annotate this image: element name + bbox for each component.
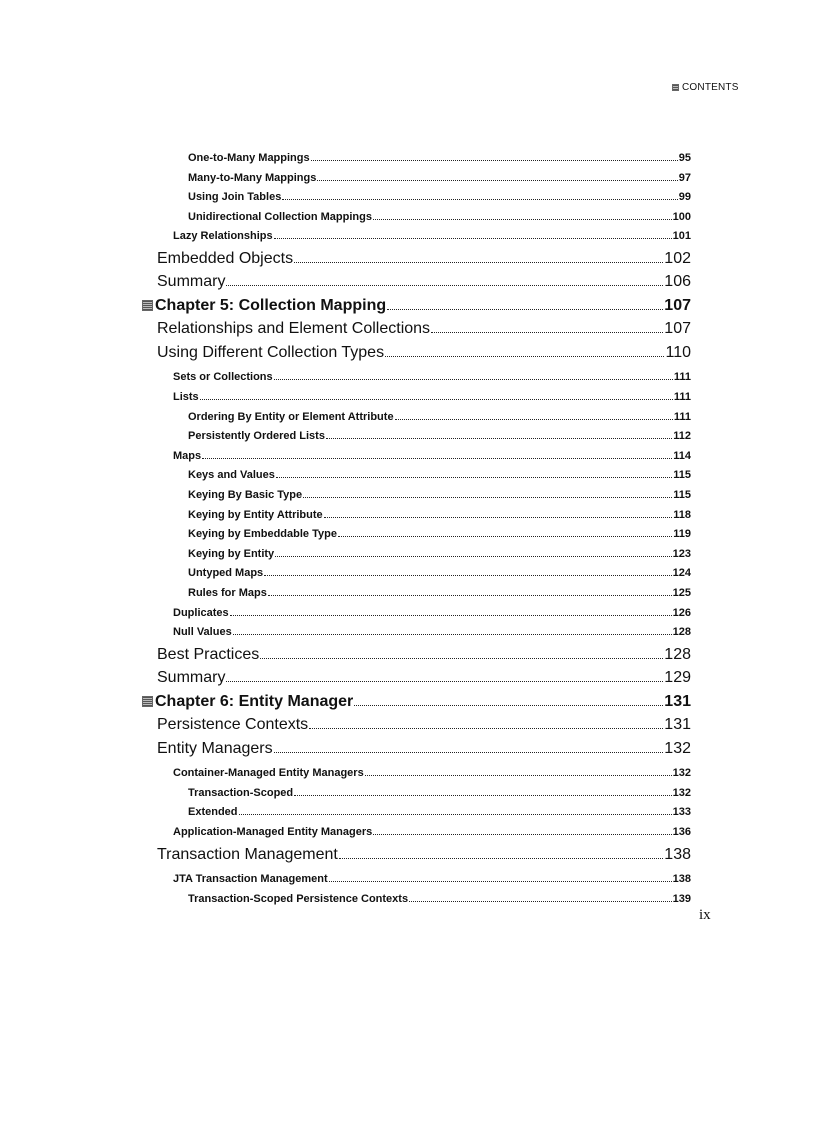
toc-entry-page: 115 — [673, 469, 691, 482]
leader-dots — [274, 231, 672, 240]
toc-entry[interactable] — [173, 391, 691, 403]
toc-entry-page: 131 — [664, 716, 691, 734]
toc-entry-page: 107 — [664, 296, 691, 314]
toc-entry-title: Using Different Collection Types — [157, 343, 385, 361]
leader-dots — [260, 647, 663, 659]
toc-entry-title: Unidirectional Collection Mappings — [188, 210, 372, 223]
toc-entry-title: Sets or Collections — [173, 371, 273, 384]
toc-entry[interactable] — [157, 716, 691, 734]
leader-dots — [309, 717, 663, 729]
leader-dots — [274, 372, 673, 381]
toc-entry-page: 138 — [664, 845, 691, 863]
toc-entry-page: 106 — [664, 273, 691, 291]
toc-entry-title: Lists — [173, 391, 199, 403]
toc-entry-page: 100 — [672, 210, 691, 223]
toc-entry-page: 133 — [672, 806, 691, 819]
toc-entry[interactable] — [157, 250, 691, 268]
toc-entry[interactable] — [157, 273, 691, 291]
leader-dots — [239, 807, 672, 816]
toc-entry-title: Keys and Values — [188, 469, 275, 482]
toc-entry-page: 111 — [673, 391, 691, 403]
page-number: ix — [699, 907, 711, 923]
leader-dots — [431, 321, 663, 333]
toc-entry-title: Container-Managed Entity Managers — [173, 767, 364, 780]
toc-entry-title: JTA Transaction Management — [173, 873, 328, 885]
toc-entry[interactable] — [188, 172, 691, 184]
leader-dots — [264, 568, 671, 577]
toc-entry[interactable] — [188, 567, 691, 579]
toc-entry-page: 119 — [673, 528, 691, 541]
toc-entry-title: Persistently Ordered Lists — [188, 430, 325, 443]
leader-dots — [282, 192, 677, 201]
leader-dots — [365, 768, 672, 777]
toc-entry-title: Best Practices — [157, 645, 260, 663]
toc-entry-page: 131 — [664, 692, 691, 710]
toc-entry-page: 112 — [673, 430, 691, 443]
toc-entry[interactable] — [188, 489, 691, 501]
toc-entry-page: 124 — [672, 567, 691, 580]
leader-dots — [233, 627, 672, 636]
toc-entry-page: 132 — [664, 739, 691, 757]
toc-chapter-entry[interactable] — [142, 297, 691, 315]
toc-entry[interactable] — [188, 806, 691, 818]
toc-entry-page: 115 — [673, 489, 691, 501]
leader-dots — [202, 450, 672, 459]
toc-entry[interactable] — [188, 893, 691, 905]
toc-entry-page: 128 — [664, 645, 691, 663]
toc-entry-title: Keying by Embeddable Type — [188, 528, 337, 541]
toc-entry[interactable] — [173, 826, 691, 838]
toc-entry-title: Transaction-Scoped Persistence Contexts — [188, 892, 409, 905]
toc-entry-title: Rules for Maps — [188, 587, 267, 599]
leader-dots — [373, 826, 671, 835]
toc-entry-title: Keying by Entity — [188, 547, 275, 560]
leader-dots — [339, 846, 663, 858]
leader-dots — [354, 694, 663, 706]
leader-dots — [329, 873, 672, 882]
toc-entry[interactable] — [157, 846, 691, 864]
toc-entry-title: Embedded Objects — [157, 249, 294, 267]
toc-entry[interactable] — [173, 626, 691, 638]
toc-entry-page: 138 — [672, 873, 691, 885]
toc-entry-title: Summary — [157, 273, 226, 291]
toc-entry[interactable] — [188, 191, 691, 203]
toc-entry-page: 129 — [664, 669, 691, 687]
toc-entry-title: Many-to-Many Mappings — [188, 171, 317, 184]
toc-entry-title: Summary — [157, 669, 226, 687]
toc-entry-title: Application-Managed Entity Managers — [173, 826, 373, 838]
running-head — [672, 82, 739, 93]
toc-entry-page: 123 — [672, 547, 691, 560]
toc-entry-title: Chapter 5: Collection Mapping — [155, 296, 387, 314]
toc-entry-title: Chapter 6: Entity Manager — [155, 692, 354, 710]
toc-entry-title: Maps — [173, 449, 202, 462]
toc-entry-title: Using Join Tables — [188, 191, 282, 204]
toc-entry-page: 139 — [672, 892, 691, 905]
leader-dots — [373, 211, 672, 220]
toc-entry-title: Lazy Relationships — [173, 230, 273, 243]
leader-dots — [226, 670, 663, 682]
toc-entry-title: Entity Managers — [157, 739, 273, 757]
toc-entry[interactable] — [173, 450, 691, 462]
toc-entry-title: Extended — [188, 806, 238, 819]
toc-entry-title: Null Values — [173, 626, 232, 639]
toc-entry[interactable] — [173, 873, 691, 885]
toc-entry-title: Ordering By Entity or Element Attribute — [188, 410, 394, 423]
leader-dots — [274, 741, 664, 753]
leader-dots — [324, 509, 673, 518]
leader-dots — [200, 391, 673, 400]
leader-dots — [294, 251, 663, 263]
leader-dots — [303, 489, 672, 498]
toc-entry-title: Untyped Maps — [188, 567, 264, 580]
toc-entry-title: Keying by Entity Attribute — [188, 508, 323, 521]
toc-entry[interactable] — [188, 152, 691, 164]
toc-entry-title: Duplicates — [173, 606, 229, 619]
leader-dots — [317, 172, 677, 181]
toc-entry-title: Keying By Basic Type — [188, 489, 303, 501]
leader-dots — [387, 298, 663, 310]
toc-entry[interactable] — [157, 344, 691, 362]
toc-entry[interactable] — [188, 430, 691, 442]
leader-dots — [311, 152, 678, 161]
leader-dots — [385, 345, 664, 357]
toc-entry-page: 132 — [672, 767, 691, 780]
toc-entry-page: 101 — [672, 230, 691, 243]
toc-entry-page: 111 — [673, 371, 691, 384]
toc-entry[interactable] — [173, 607, 691, 619]
toc-entry-title: Transaction-Scoped — [188, 786, 294, 799]
chapter-marker-icon — [142, 696, 153, 707]
leader-dots — [409, 893, 672, 902]
leader-dots — [276, 470, 672, 479]
toc-entry-page: 136 — [672, 826, 691, 838]
toc-entry-title: Persistence Contexts — [157, 716, 309, 734]
leader-dots — [230, 607, 672, 616]
toc-entry[interactable] — [173, 230, 691, 242]
toc-entry-page: 118 — [673, 508, 691, 521]
toc-entry-page: 107 — [664, 320, 691, 338]
toc-entry[interactable] — [157, 740, 691, 758]
toc-entry-page: 114 — [673, 449, 691, 462]
leader-dots — [268, 587, 672, 596]
toc-entry[interactable] — [188, 509, 691, 521]
leader-dots — [338, 529, 672, 538]
toc-entry[interactable] — [157, 669, 691, 687]
toc-entry[interactable] — [188, 411, 691, 423]
toc-entry-page: 128 — [672, 626, 691, 639]
toc-entry-page: 125 — [672, 587, 691, 599]
toc-entry[interactable] — [188, 548, 691, 560]
leader-dots — [294, 787, 672, 796]
toc-entry[interactable] — [188, 211, 691, 223]
leader-dots — [395, 411, 673, 420]
toc-entry-page: 99 — [678, 191, 691, 204]
toc-entry[interactable] — [157, 646, 691, 664]
toc-entry-page: 95 — [678, 152, 691, 164]
toc-entry-title: Transaction Management — [157, 845, 338, 863]
toc-entry[interactable] — [173, 371, 691, 383]
toc-entry[interactable] — [188, 787, 691, 799]
toc-entry-title: Relationships and Element Collections — [157, 320, 431, 338]
leader-dots — [326, 431, 672, 440]
toc-entry[interactable] — [188, 469, 691, 481]
leader-dots — [226, 274, 663, 286]
toc-entry-page: 102 — [664, 249, 691, 267]
toc-entry[interactable] — [188, 528, 691, 540]
chapter-marker-icon — [142, 300, 153, 311]
toc-entry-page: 132 — [672, 786, 691, 799]
section-marker-icon — [672, 84, 679, 91]
toc-entry-page: 110 — [665, 343, 691, 361]
running-head-text: CONTENTS — [682, 82, 739, 93]
toc-entry-page: 126 — [672, 606, 691, 619]
toc-entry-page: 97 — [678, 171, 691, 184]
toc-entry[interactable] — [157, 320, 691, 338]
toc-chapter-entry[interactable] — [142, 693, 691, 711]
toc-entry-title: One-to-Many Mappings — [188, 152, 310, 164]
toc-entry-page: 111 — [673, 410, 691, 423]
toc-entry[interactable] — [188, 587, 691, 599]
leader-dots — [275, 548, 671, 557]
toc-entry[interactable] — [173, 767, 691, 779]
